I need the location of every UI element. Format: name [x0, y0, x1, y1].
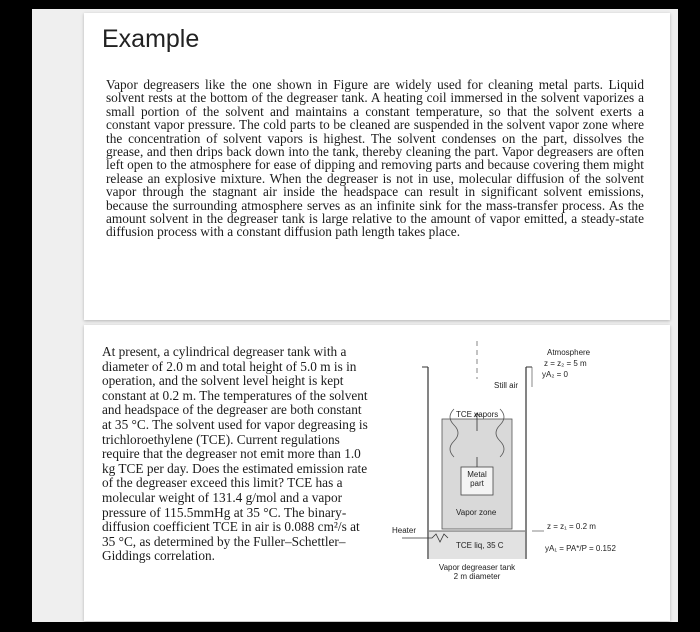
degreaser-diagram — [372, 339, 664, 614]
problem-card — [84, 325, 670, 621]
caption-line1: Vapor degreaser tank — [438, 563, 516, 572]
example-card — [84, 13, 670, 320]
problem-statement: At present, a cylindrical degreaser tank with a diameter of 2.0 m and total height of 5.0 m is in operation, and the solvent level height is kept constant at 0.2 m. The temperatures of the solvent and headspace of the degreaser are both constant at 35 °C. The solvent used for vapor degreasing is trichloroethylene (TCE). Current regulations require that the degreaser not emit more than 1.0 kg TCE per day. Does the estimated emission rate of the degreaser exceed this limit? TCE has a molecular weight of 131.4 g/mol and a vapor pressure of 115.5mmHg at 35 °C. The binary-diffusion coefficient TCE in air is 0.088 cm²/s at 35 °C, as determined by the Fuller–Schettler–Giddings correlation. — [102, 344, 368, 564]
atmosphere-label: Atmosphere — [547, 348, 591, 357]
caption-line2: 2 m diameter — [453, 572, 501, 581]
ya-top-label: yA₂ = 0 — [542, 370, 569, 379]
z-bottom-label: z = z₁ = 0.2 m — [547, 522, 596, 531]
tce-liquid-label: TCE liq, 35 C — [456, 541, 504, 550]
example-heading: Example — [102, 25, 200, 53]
still-air-label: Still air — [494, 381, 519, 390]
example-intro-paragraph: Vapor degreasers like the one shown in Figure are widely used for cleaning metal parts. Liquid solvent rests at the bottom of the degreaser tank. A heating coil immersed in the solvent vaporizes a small portion of the solvent and maintains a constant temperature, so that the solvent exerts a constant vapor pressure. The cold parts to be cleaned are suspended in the solvent vapor zone where the concentration of solvent vapors is highest. The solvent condenses on the part, dissolves the grease, and then drips back down into the tank, thereby cleaning the part. Vapor degreasers are often left open to the atmosphere for ease of dipping and removing parts and because covering them might release an explosive mixture. When the degreaser is not in use, molecular diffusion of the solvent vapor through the stagnant air inside the headspace can result in significant solvent emissions, because the surrounding atmosphere serves as an infinite sink for the mass-transfer process. As the amount solvent in the degreaser tank is large relative to the amount of vapor emitted, a steady-state diffusion process with a constant diffusion path length takes place. — [106, 77, 644, 240]
metal-part-label: Metal part — [467, 470, 487, 488]
tce-vapors-label: TCE vapors — [456, 410, 499, 419]
ya-bottom-label: yA₁ = PA*/P = 0.152 — [545, 544, 616, 553]
z-top-label: z = z₂ = 5 m — [544, 359, 587, 368]
vapor-zone-label: Vapor zone — [456, 508, 497, 517]
heater-label: Heater — [392, 526, 417, 535]
